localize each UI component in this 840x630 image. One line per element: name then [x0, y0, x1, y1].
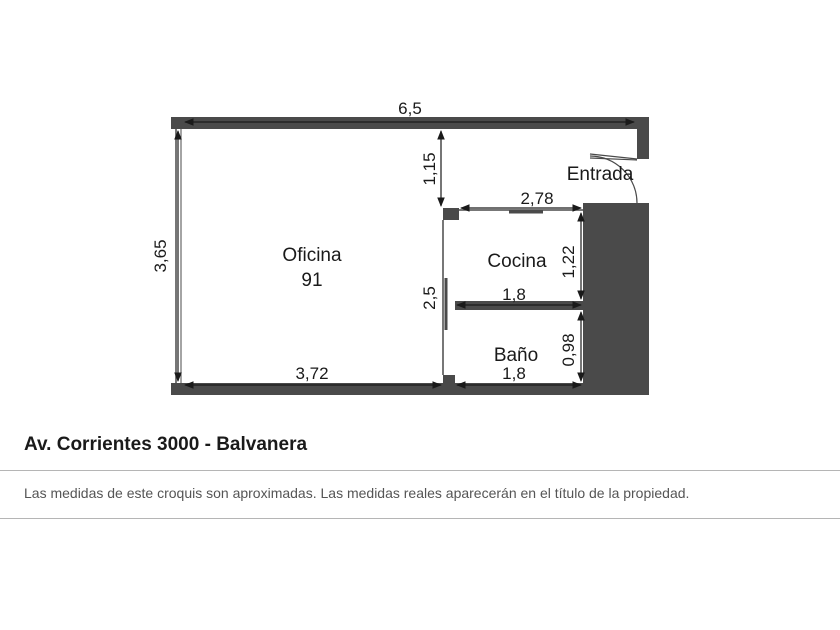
dim-bath-height: 0,98 — [559, 333, 578, 367]
dim-entrance-depth: 1,15 — [420, 152, 439, 186]
room-oficina-value: 91 — [301, 270, 323, 291]
room-oficina-name: Oficina — [282, 245, 342, 266]
dim-kitchen-width: 1,8 — [502, 285, 526, 304]
room-entrada-name: Entrada — [566, 164, 634, 185]
dim-bath-width: 1,8 — [502, 364, 526, 383]
service-block — [583, 203, 649, 395]
divider-top — [0, 470, 840, 471]
left-wall-top-post — [171, 117, 183, 129]
room-cocina-name: Cocina — [487, 251, 547, 272]
dim-kitchen-height: 1,22 — [559, 245, 578, 279]
dim-bottom-width: 3,72 — [295, 364, 329, 383]
address-title: Av. Corrientes 3000 - Balvanera — [24, 434, 308, 455]
top-wall — [171, 117, 649, 129]
divider-bottom — [0, 518, 840, 519]
dim-kitchen-top-width: 2,78 — [520, 189, 554, 208]
room-bano-name: Baño — [493, 345, 539, 366]
dim-inner-wall-height: 2,5 — [420, 286, 439, 310]
dim-left-height: 3,65 — [151, 239, 170, 273]
dim-top-width: 6,5 — [398, 99, 422, 118]
left-wall-bottom-post — [171, 383, 183, 395]
inner-wall-bottom-stub — [443, 375, 455, 395]
inner-wall-top-stub — [443, 208, 459, 220]
right-wall-upper — [637, 117, 649, 159]
disclaimer-text: Las medidas de este croquis son aproximadas. Las medidas reales aparecerán en el título de la propiedad. — [24, 485, 690, 501]
